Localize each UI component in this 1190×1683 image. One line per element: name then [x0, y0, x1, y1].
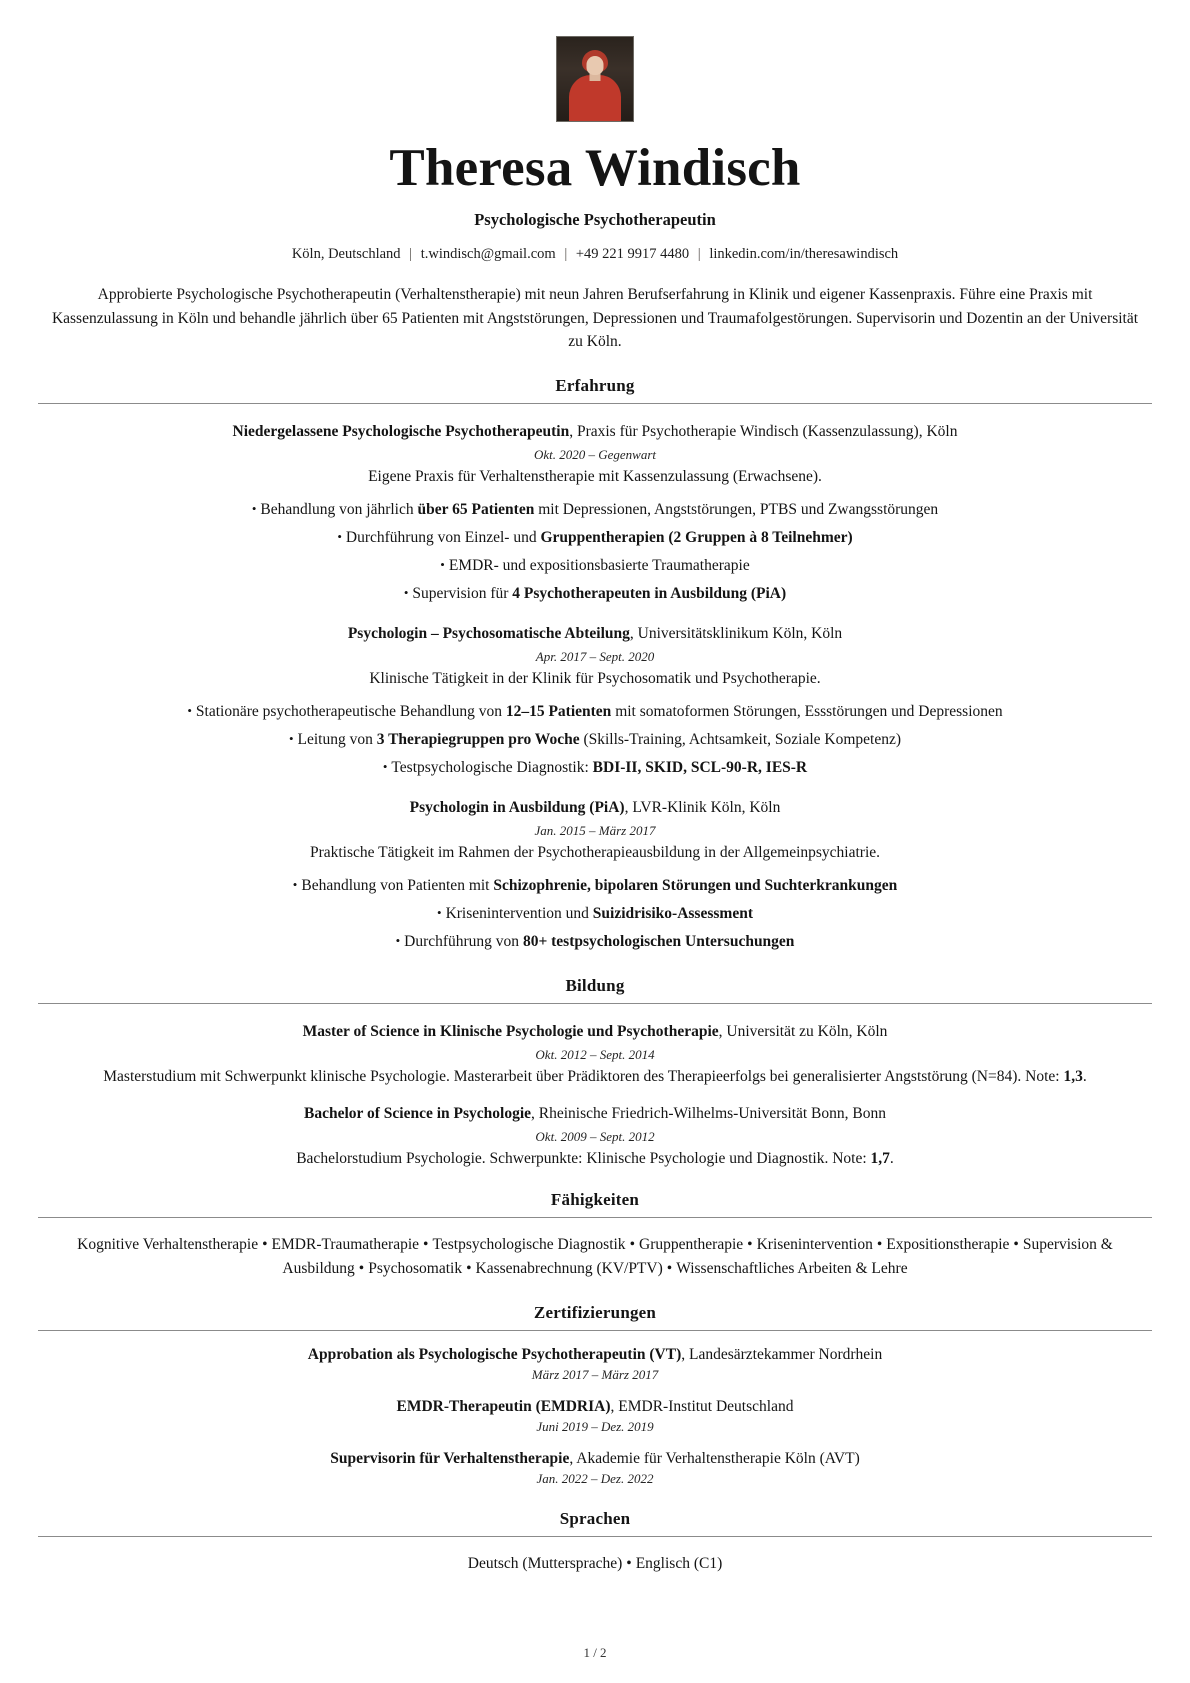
- section-certifications: [38, 1303, 1152, 1487]
- entry-role: Niedergelassene Psychologische Psychotherapeutin: [232, 422, 570, 440]
- entry-bullet: [38, 582, 1152, 606]
- skill-item: Testpsychologische Diagnostik: [432, 1235, 626, 1253]
- section-divider: [38, 1217, 1152, 1218]
- professional-headline: Psychologische Psychotherapeutin: [474, 210, 716, 230]
- entry-company: , Praxis für Psychotherapie Windisch (Kassenzulassung), Köln: [569, 422, 958, 440]
- bullet-dot-icon: •: [403, 584, 409, 600]
- section-divider: [38, 1536, 1152, 1537]
- entry-company: , LVR-Klinik Köln, Köln: [624, 798, 781, 816]
- bullet-text: Krisenintervention und: [445, 904, 593, 922]
- skill-item: Supervision & Ausbildung: [282, 1235, 1113, 1277]
- certification-heading: [38, 1398, 1152, 1416]
- skill-separator-dot: •: [629, 1235, 635, 1253]
- bullet-text: EMDR- und expositionsbasierte Traumatherapie: [448, 556, 750, 574]
- section-skills: [38, 1190, 1152, 1281]
- skill-item: Expositionstherapie: [886, 1235, 1010, 1253]
- certification-name: EMDR-Therapeutin (EMDRIA): [396, 1398, 611, 1415]
- entry-bullet: [38, 498, 1152, 522]
- entry-description: Klinische Tätigkeit in der Klinik für Psychosomatik und Psychotherapie.: [369, 669, 821, 687]
- bullet-text: Durchführung von Einzel- und: [345, 528, 541, 546]
- contact-line: [38, 246, 1152, 263]
- photo-body-shape: [569, 75, 621, 121]
- entry-date: Okt. 2020 – Gegenwart: [533, 446, 657, 462]
- skills-list: [38, 1233, 1152, 1281]
- skill-item: Kassenabrechnung (KV/PTV): [475, 1259, 663, 1277]
- bullet-text: Testpsychologische Diagnostik:: [391, 758, 593, 776]
- skill-separator-dot: •: [1013, 1235, 1019, 1253]
- bullet-dot-icon: •: [437, 904, 442, 920]
- entry-description: Praktische Tätigkeit im Rahmen der Psychotherapieausbildung in der Allgemeinpsychiatrie.: [309, 843, 881, 861]
- contact-linkedin[interactable]: linkedin.com/in/theresawindisch: [709, 246, 899, 263]
- section-languages: [38, 1509, 1152, 1576]
- bullet-highlight: 4 Psychotherapeuten in Ausbildung (PiA): [512, 584, 787, 602]
- entry-bullet: [38, 756, 1152, 780]
- professional-summary: Approbierte Psychologische Psychotherapeutin (Verhaltenstherapie) mit neun Jahren Berufserfahrung in Klinik und eigener Kassenpraxis. Führe eine Praxis mit Kassenzulassung in Köln und behandle jährlich über 65 Patienten mit Angststörungen, Depressionen und Traumafolgestörungen. Supervisorin und Dozentin an der Universität zu Köln.: [51, 286, 1139, 351]
- certification-date: März 2017 – März 2017: [531, 1367, 659, 1382]
- entry-description-text: .: [889, 1149, 894, 1167]
- bullet-text: (Skills-Training, Achtsamkeit, Soziale Kompetenz): [579, 730, 902, 748]
- entry-description: [38, 1068, 1152, 1086]
- bullet-highlight: 3 Therapiegruppen pro Woche: [376, 730, 580, 748]
- page-title: Theresa Windisch: [389, 139, 801, 197]
- entry-date: Apr. 2017 – Sept. 2020: [535, 648, 655, 664]
- entry-description-text: .: [1082, 1067, 1087, 1085]
- section-title-education: Bildung: [565, 975, 625, 995]
- entry-description-text: Bachelorstudium Psychologie. Schwerpunkte: Klinische Psychologie und Diagnostik. Note:: [296, 1149, 871, 1167]
- page-number: 1 / 2: [583, 1645, 607, 1660]
- entry-grade: 1,3: [1063, 1067, 1083, 1085]
- bullet-dot-icon: •: [440, 556, 445, 572]
- skill-item: Kognitive Verhaltenstherapie: [77, 1235, 259, 1253]
- certification-issuer: , EMDR-Institut Deutschland: [610, 1398, 794, 1415]
- entry-heading: [38, 1021, 1152, 1043]
- skill-item: EMDR-Traumatherapie: [271, 1235, 420, 1253]
- certification-date: Jan. 2022 – Dez. 2022: [536, 1471, 654, 1486]
- section-divider: [38, 1003, 1152, 1004]
- certification-date: Juni 2019 – Dez. 2019: [536, 1419, 654, 1434]
- contact-separator: |: [564, 246, 568, 263]
- bullet-highlight: Schizophrenie, bipolaren Störungen und Suchterkrankungen: [493, 876, 898, 894]
- bullet-text: Stationäre psychotherapeutische Behandlung von: [195, 702, 506, 720]
- entry-bullet: [38, 554, 1152, 578]
- portrait-photo: [556, 36, 634, 122]
- certification-heading: [38, 1346, 1152, 1364]
- contact-phone[interactable]: +49 221 9917 4480: [575, 246, 690, 263]
- skill-separator-dot: •: [262, 1235, 268, 1253]
- experience-entry: [38, 421, 1152, 606]
- entry-bullet: [38, 874, 1152, 898]
- section-title-languages: Sprachen: [559, 1509, 631, 1528]
- entry-bullet: [38, 902, 1152, 926]
- bullet-dot-icon: •: [395, 932, 401, 948]
- skill-separator-dot: •: [876, 1235, 883, 1253]
- skill-item: Wissenschaftliches Arbeiten & Lehre: [676, 1259, 908, 1277]
- certification-list: [38, 1346, 1152, 1487]
- skill-item: Krisenintervention: [756, 1235, 873, 1253]
- bullet-dot-icon: •: [337, 528, 342, 544]
- bullet-text: Behandlung von Patienten mit: [301, 876, 494, 894]
- entry-role: Psychologin – Psychosomatische Abteilung: [347, 624, 630, 642]
- entry-description-text: Masterstudium mit Schwerpunkt klinische Psychologie. Masterarbeit über Prädiktoren des Therapieerfolgs bei generalisierter Angststörung (N=84). Note:: [103, 1067, 1064, 1085]
- bullet-text: Supervision für: [412, 584, 513, 602]
- entry-heading: [38, 797, 1152, 819]
- entry-bullet: [38, 728, 1152, 752]
- entry-heading: [38, 421, 1152, 443]
- experience-entry: [38, 623, 1152, 780]
- entry-date: Jan. 2015 – März 2017: [534, 822, 656, 838]
- entry-grade: 1,7: [870, 1149, 890, 1167]
- section-title-experience: Erfahrung: [555, 375, 635, 395]
- bullet-dot-icon: •: [382, 758, 388, 774]
- experience-entry-list: [38, 421, 1152, 954]
- skill-separator-dot: •: [666, 1259, 673, 1277]
- bullet-dot-icon: •: [292, 876, 298, 892]
- section-divider: [38, 1330, 1152, 1331]
- contact-location: Köln, Deutschland: [291, 246, 401, 263]
- entry-heading: [38, 623, 1152, 645]
- bullet-dot-icon: •: [288, 730, 294, 746]
- bullet-highlight: Suizidrisiko-Assessment: [592, 904, 753, 922]
- languages-list: [38, 1552, 1152, 1576]
- section-divider: [38, 403, 1152, 404]
- section-education: [38, 976, 1152, 1168]
- bullet-text: mit somatoformen Störungen, Essstörungen und Depressionen: [611, 702, 1003, 720]
- entry-school: , Universität zu Köln, Köln: [718, 1022, 888, 1040]
- language-item: Englisch (C1): [635, 1555, 723, 1572]
- certification-heading: [38, 1450, 1152, 1468]
- entry-bullet-list: [38, 498, 1152, 606]
- certification-name: Approbation als Psychologische Psychotherapeutin (VT): [307, 1346, 682, 1363]
- skill-item: Psychosomatik: [368, 1259, 463, 1277]
- entry-description: Eigene Praxis für Verhaltenstherapie mit Kassenzulassung (Erwachsene).: [368, 467, 822, 485]
- section-title-certifications: Zertifizierungen: [533, 1303, 657, 1322]
- bullet-highlight: über 65 Patienten: [417, 500, 535, 518]
- bullet-dot-icon: •: [187, 702, 192, 718]
- bullet-text: Behandlung von jährlich: [260, 500, 418, 518]
- skill-separator-dot: •: [466, 1259, 472, 1277]
- bullet-text: Durchführung von: [404, 932, 523, 950]
- contact-separator: |: [409, 246, 413, 263]
- certification-entry: [38, 1398, 1152, 1435]
- entry-date: Okt. 2009 – Sept. 2012: [535, 1128, 655, 1144]
- skill-separator-dot: •: [423, 1235, 429, 1253]
- certification-issuer: , Landesärztekammer Nordrhein: [681, 1346, 883, 1363]
- photo-face-shape: [587, 56, 604, 75]
- entry-bullet: [38, 700, 1152, 724]
- entry-bullet-list: [38, 700, 1152, 780]
- bullet-highlight: Gruppentherapien (2 Gruppen à 8 Teilnehmer): [540, 528, 853, 546]
- entry-bullet: [38, 930, 1152, 954]
- certification-entry: [38, 1450, 1152, 1487]
- education-entry: [38, 1021, 1152, 1086]
- bullet-highlight: BDI-II, SKID, SCL-90-R, IES-R: [592, 758, 808, 776]
- skill-separator-dot: •: [747, 1235, 753, 1253]
- bullet-highlight: 80+ testpsychologischen Untersuchungen: [522, 932, 795, 950]
- entry-date: Okt. 2012 – Sept. 2014: [535, 1046, 655, 1062]
- entry-role: Psychologin in Ausbildung (PiA): [409, 798, 625, 816]
- certification-issuer: , Akademie für Verhaltenstherapie Köln (AVT): [569, 1450, 860, 1467]
- certification-name: Supervisorin für Verhaltenstherapie: [330, 1450, 570, 1467]
- entry-school: , Rheinische Friedrich-Wilhelms-Universität Bonn, Bonn: [531, 1104, 886, 1122]
- contact-email[interactable]: t.windisch@gmail.com: [420, 246, 556, 263]
- bullet-dot-icon: •: [251, 500, 257, 516]
- entry-bullet: [38, 526, 1152, 550]
- experience-entry: [38, 797, 1152, 954]
- bullet-text: mit Depressionen, Angststörungen, PTBS und Zwangsstörungen: [534, 500, 939, 518]
- certification-entry: [38, 1346, 1152, 1383]
- section-title-skills: Fähigkeiten: [550, 1189, 640, 1209]
- language-item: Deutsch (Muttersprache): [467, 1555, 623, 1572]
- language-separator-dot: •: [626, 1555, 632, 1572]
- contact-separator: |: [697, 246, 701, 263]
- skill-separator-dot: •: [358, 1259, 365, 1277]
- entry-company: , Universitätsklinikum Köln, Köln: [629, 624, 843, 642]
- entry-heading: [38, 1103, 1152, 1125]
- education-entry-list: [38, 1021, 1152, 1168]
- section-experience: [38, 376, 1152, 954]
- entry-description: [38, 1150, 1152, 1168]
- bullet-highlight: 12–15 Patienten: [505, 702, 612, 720]
- entry-degree: Bachelor of Science in Psychologie: [304, 1104, 532, 1122]
- photo-container: [38, 36, 1152, 122]
- skill-item: Gruppentherapie: [639, 1235, 744, 1253]
- education-entry: [38, 1103, 1152, 1168]
- bullet-text: Leitung von: [297, 730, 377, 748]
- entry-degree: Master of Science in Klinische Psychologie und Psychotherapie: [302, 1022, 719, 1040]
- entry-bullet-list: [38, 874, 1152, 954]
